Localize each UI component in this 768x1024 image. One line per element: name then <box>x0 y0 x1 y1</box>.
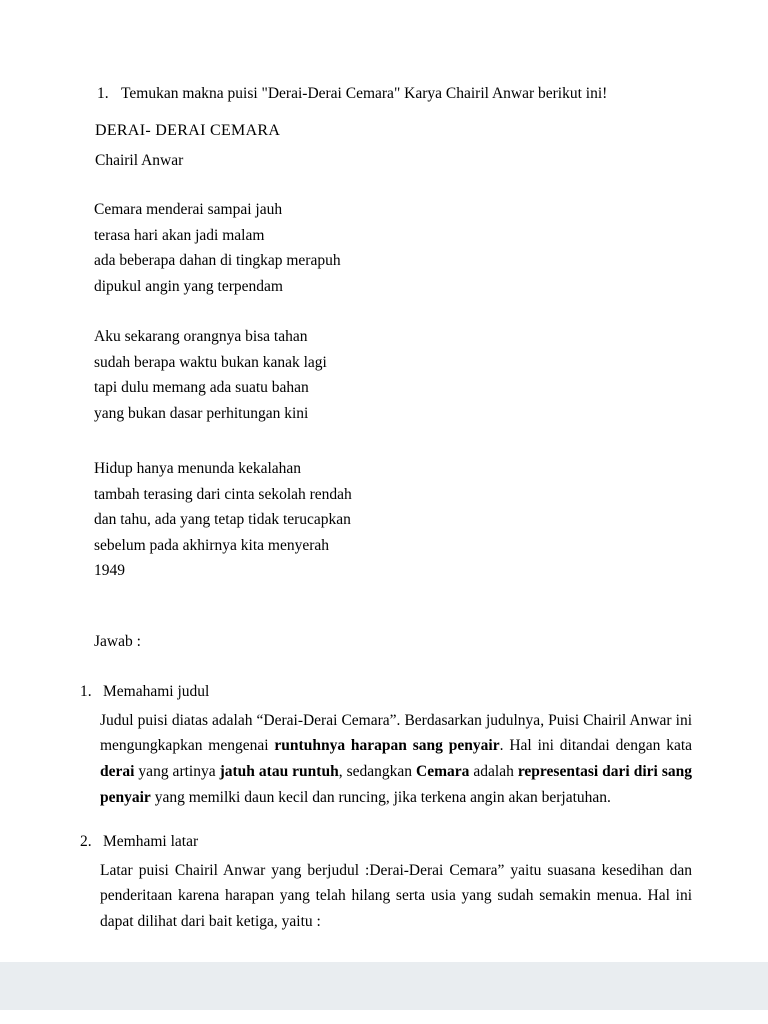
poem-author: Chairil Anwar <box>95 152 184 169</box>
poem-line: ada beberapa dahan di tingkap merapuh <box>94 252 341 269</box>
answer-1-body: Judul puisi diatas adalah “Derai-Derai Cemara”. Berdasarkan judulnya, Puisi Chairil Anwar ini mengungkapkan mengenai runtuhnya harapan sang penyair. Hal ini ditandai dengan kata derai yang artinya jatuh atau runtuh, sedangkan Cemara adalah representasi dari diri sang penyair yang memilki daun kecil dan runcing, jika terkena angin akan berjatuhan. <box>100 711 693 806</box>
question-text: Temukan makna puisi "Derai-Derai Cemara" Karya Chairil Anwar berikut ini! <box>121 85 608 102</box>
next-page-edge <box>0 1010 768 1024</box>
answer-2-body: Latar puisi Chairil Anwar yang berjudul :Derai-Derai Cemara” yaitu suasana kesedihan dan penderitaan karena harapan yang telah hilang serta usia yang sudah semakin menua. Hal ini dapat dilihat dari bait ketiga, yaitu : <box>100 861 692 931</box>
poem-line: Hidup hanya menunda kekalahan <box>94 460 302 477</box>
poem-title: DERAI- DERAI CEMARA <box>95 122 281 139</box>
poem-stanza-3 <box>94 456 768 584</box>
jawab-label: Jawab : <box>94 632 141 650</box>
answer-1-heading <box>80 682 768 702</box>
page-gap <box>0 962 768 1010</box>
poem-line: Cemara menderai sampai jauh <box>94 201 283 218</box>
poem-line: sudah berapa waktu bukan kanak lagi <box>94 353 327 371</box>
poem-line: dan tahu, ada yang tetap tidak terucapkan <box>94 511 351 528</box>
poem-line: Aku sekarang orangnya bisa tahan <box>94 328 308 345</box>
poem-line: terasa hari akan jadi malam <box>94 226 265 244</box>
poem-line: tambah terasing dari cinta sekolah rendah <box>94 485 352 503</box>
poem-stanza-1 <box>94 197 768 299</box>
poem-year: 1949 <box>94 562 125 579</box>
question-number: 1. <box>97 85 109 102</box>
poem-line: dipukul angin yang terpendam <box>94 277 283 295</box>
answer-1-number: 1. <box>80 682 92 700</box>
poem-line: tapi dulu memang ada suatu bahan <box>94 379 309 396</box>
poem-line: sebelum pada akhirnya kita menyerah <box>94 536 329 554</box>
poem-line: yang bukan dasar perhitungan kini <box>94 404 309 422</box>
poem-stanza-2 <box>94 324 768 426</box>
answer-2-title: Memhami latar <box>103 832 199 850</box>
question-line <box>97 84 708 104</box>
answer-1-title: Memahami judul <box>103 682 210 700</box>
answer-2-heading <box>80 832 768 852</box>
answer-2-number: 2. <box>80 832 92 850</box>
